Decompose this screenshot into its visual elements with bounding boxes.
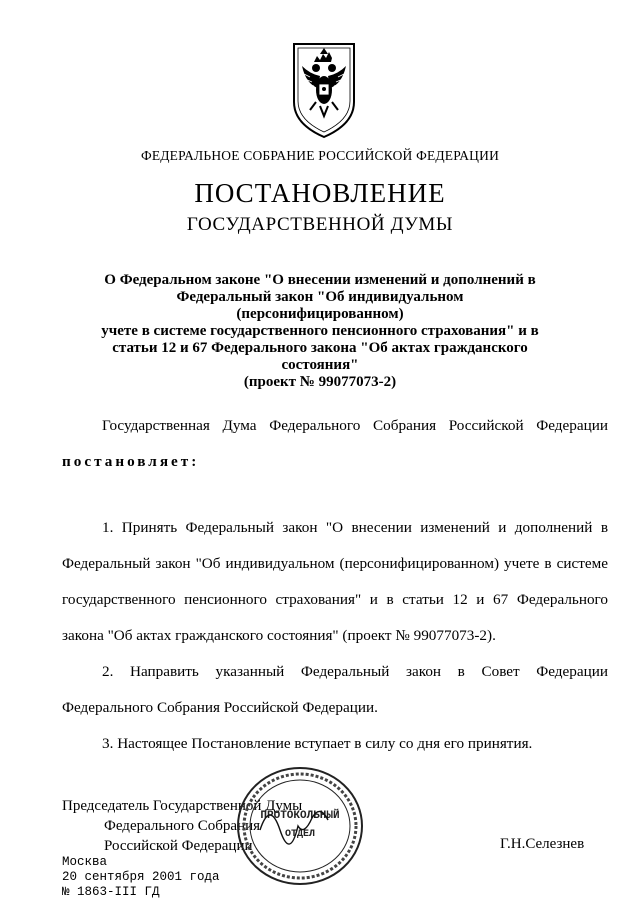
- item-1-paragraph: 1. Принять Федеральный закон "О внесении изменений и дополнений в Федеральный закон "Об индивидуальном (персонифицированном) учете в системе государственного пенсионного страхования" и в статьи 12 и 67 Федерального закона "Об актах гражданского состояния" (проект № 99077073-2).: [62, 519, 608, 644]
- intro-resolves: постановляет:: [62, 453, 200, 470]
- item-3-paragraph: 3. Настоящее Постановление вступает в силу со дня его принятия.: [102, 735, 533, 752]
- subject-line: состояния": [281, 357, 359, 373]
- subject-line: Федеральный закон "Об индивидуальном (персонифицированном): [176, 289, 464, 322]
- subject-line: О Федеральном законе "О внесении изменений и дополнений в: [104, 272, 536, 288]
- subject-line: (проект № 99077073-2): [243, 374, 397, 390]
- signatory-name: Г.Н.Селезнев: [500, 836, 585, 852]
- footer-number: № 1863-III ГД: [62, 885, 160, 899]
- document-title: ПОСТАНОВЛЕНИЕ: [194, 178, 446, 208]
- document-subject: [100, 272, 540, 391]
- item-2-paragraph: 2. Направить указанный Федеральный закон в Совет Федерации Федерального Собрания Российской Федерации.: [62, 663, 608, 716]
- organization-name: ФЕДЕРАЛЬНОЕ СОБРАНИЕ РОССИЙСКОЙ ФЕДЕРАЦИИ: [140, 148, 500, 163]
- signatory-position-line1: Председатель Государственной Думы: [62, 798, 303, 814]
- footer-date: 20 сентября 2001 года: [62, 870, 220, 884]
- signatory-position-line3: Российской Федерации: [104, 838, 253, 854]
- stamp-center-line1: ПРОТОКОЛЬНЫЙ: [260, 810, 340, 822]
- subject-line: учете в системе государственного пенсионного страхования" и в: [101, 323, 539, 339]
- signatory-position-line2: Федерального Собрания: [104, 818, 261, 834]
- stamp-center-line2: ОТДЕЛ: [284, 829, 316, 840]
- document-subtitle: ГОСУДАРСТВЕННОЙ ДУМЫ: [186, 214, 454, 235]
- subject-line: статьи 12 и 67 Федерального закона "Об актах гражданского: [112, 340, 528, 356]
- intro-paragraph: [62, 408, 608, 480]
- russian-coat-of-arms-icon: [290, 40, 358, 140]
- protocol-department-stamp-icon: [230, 760, 370, 892]
- footer-city: Москва: [62, 855, 108, 869]
- intro-text: Государственная Дума Федерального Собрания Российской Федерации: [102, 417, 608, 434]
